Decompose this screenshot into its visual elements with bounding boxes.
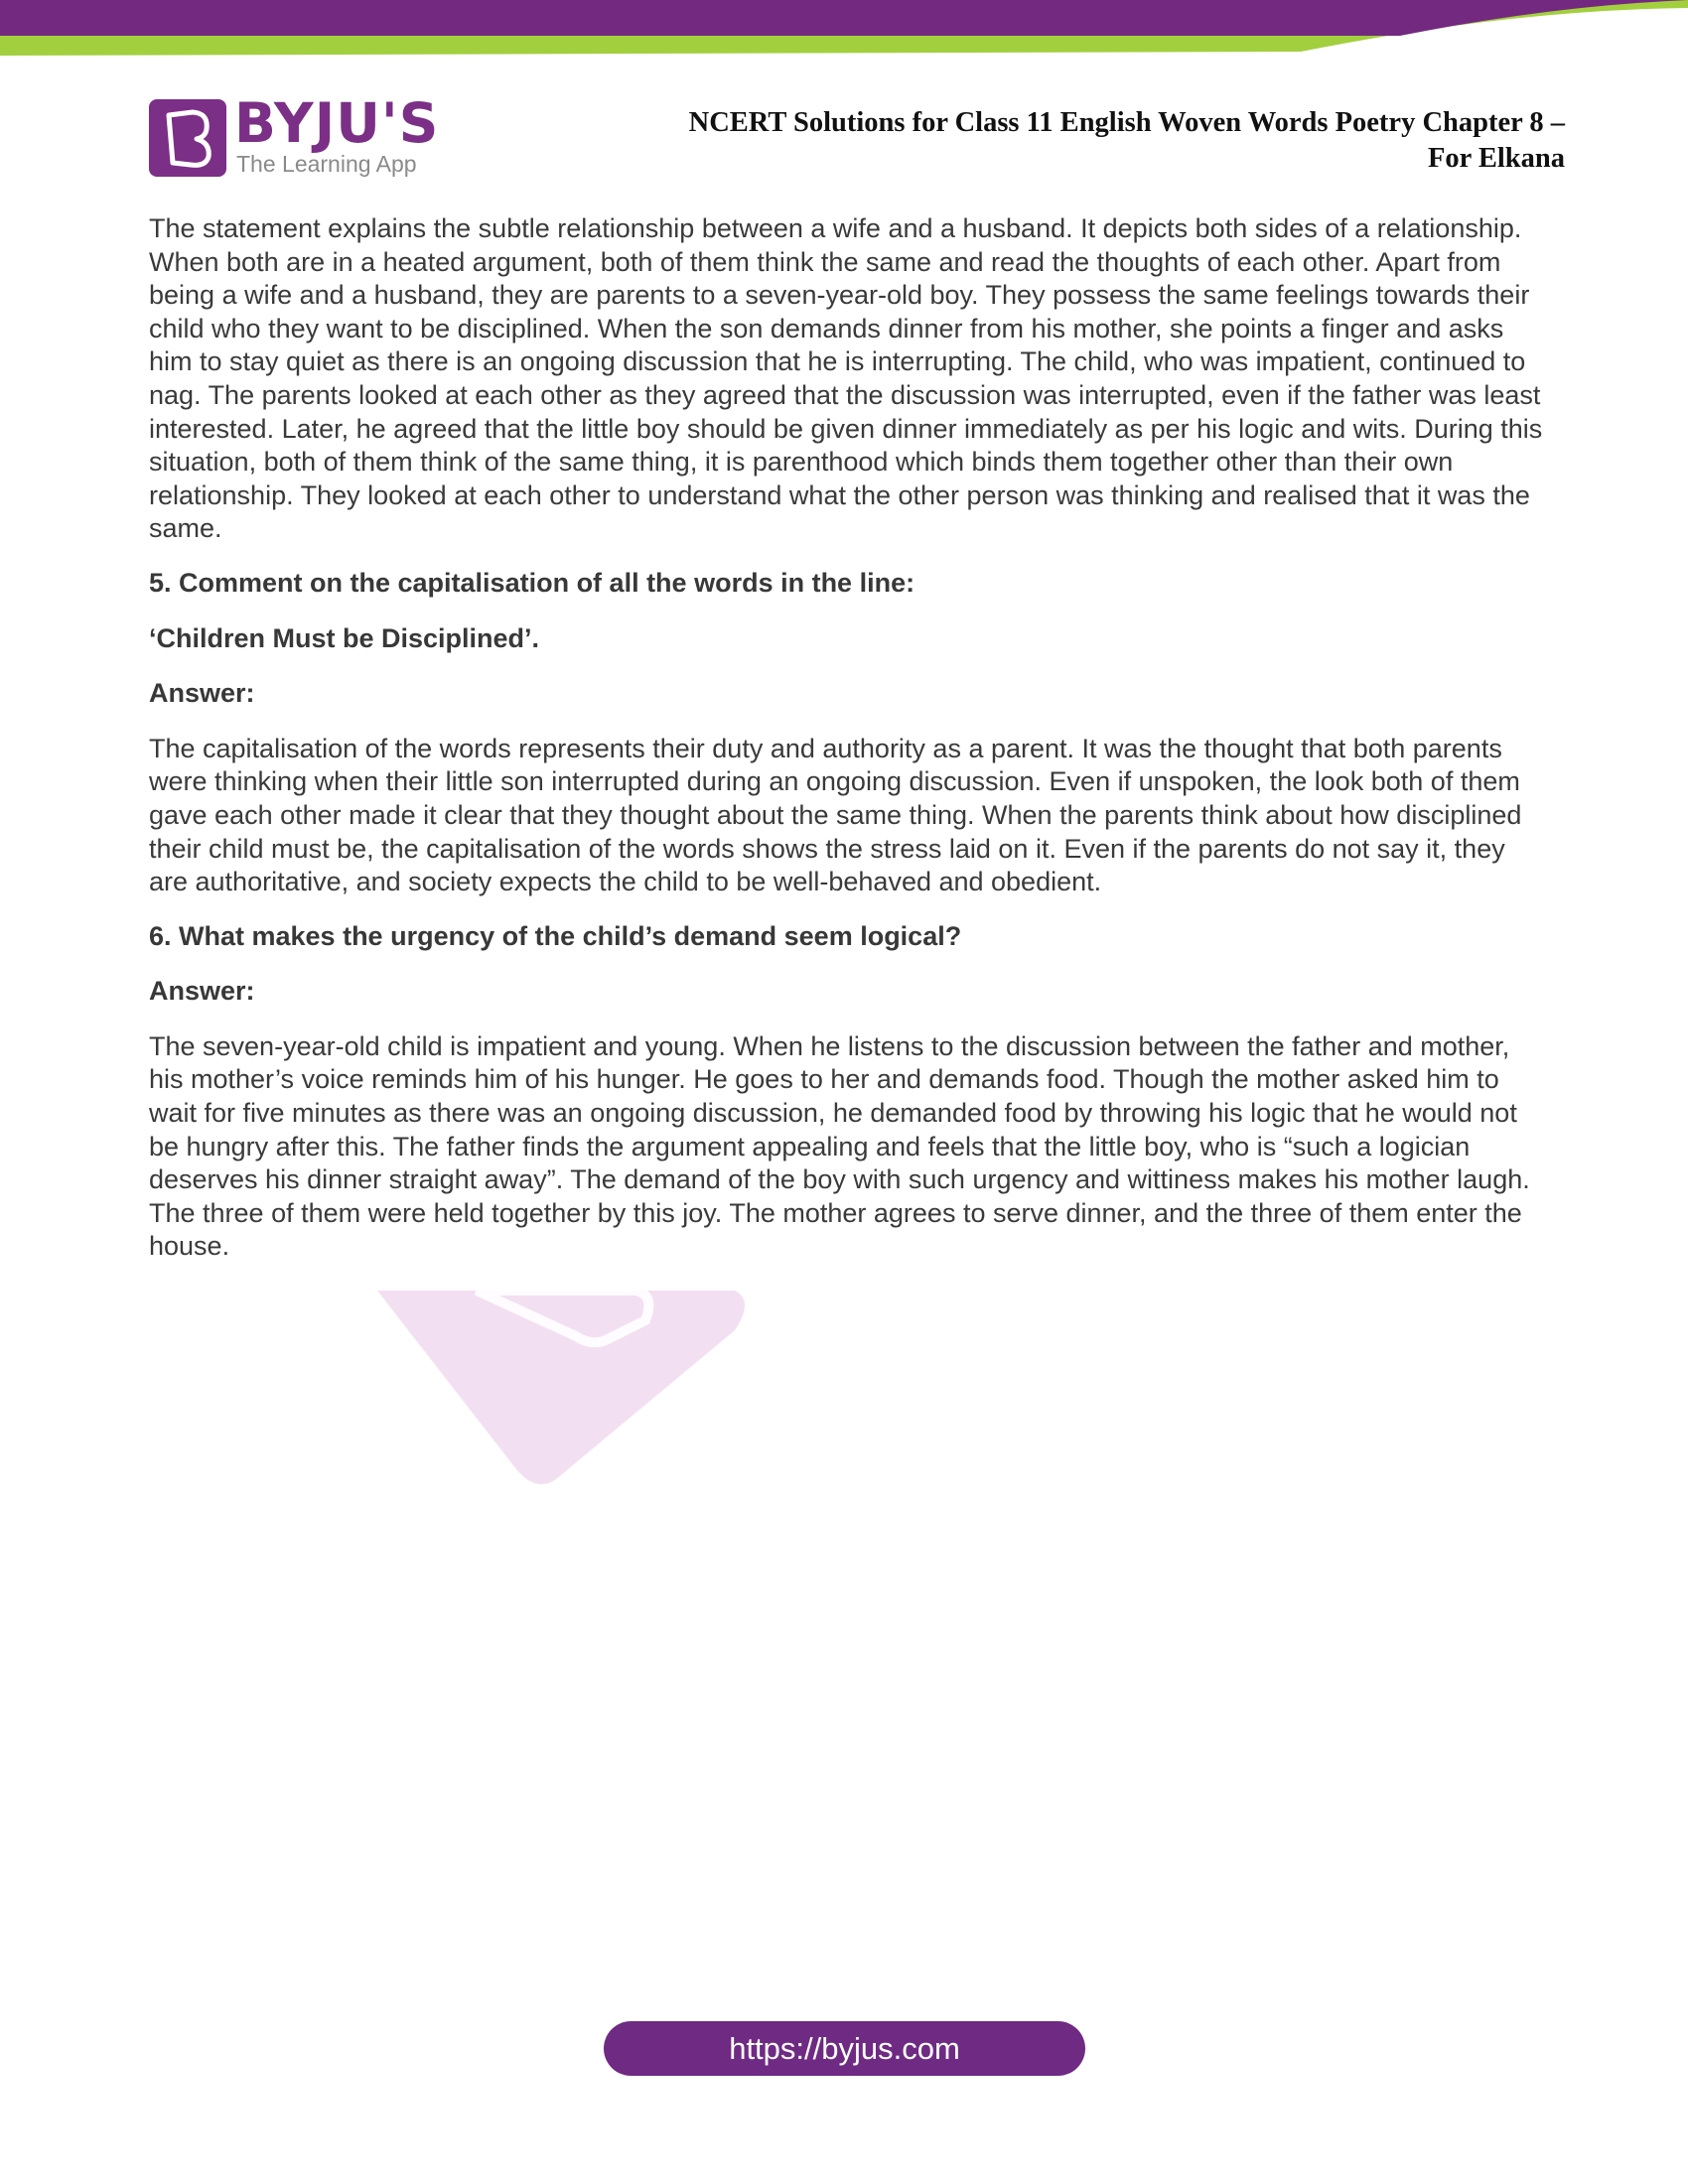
- question-5: 5. Comment on the capitalisation of all the words in the line:: [149, 567, 915, 598]
- byjus-logo: [149, 91, 440, 181]
- answer-6-text: The seven-year-old child is impatient and young. When he listens to the discussion between the father and mother, his mother’s voice reminds him of his hunger. He goes to her and demands food. Though the mother asked him to wait for five minutes as there was an ongoing discussion, he demanded food by throwing his logic that he would not be hungry after this. The father finds the argument appealing and feels that the little boy, who is “such a logician deserves his dinner straight away”. The demand of the boy with such urgency and wittiness makes his mother laugh. The three of them were held together by this joy. The mother agrees to serve dinner, and the three of them enter the house.: [149, 1030, 1530, 1262]
- question-6: 6. What makes the urgency of the child’s demand seem logical?: [149, 920, 962, 951]
- question-5-quote: ‘Children Must be Disciplined’.: [149, 622, 540, 653]
- document-body: [149, 212, 1551, 1285]
- byjus-logo-icon: [149, 99, 226, 177]
- top-decorative-band: [0, 0, 1688, 60]
- byjus-watermark-icon: [377, 1261, 755, 1489]
- answer-5-label: Answer:: [149, 678, 255, 709]
- logo-tagline: The Learning App: [236, 151, 417, 177]
- header-title-line-2: For Elkana: [1427, 143, 1565, 174]
- footer-url-link[interactable]: https://byjus.com: [604, 2021, 1085, 2076]
- document-header-title: [572, 105, 1565, 177]
- paragraph-relationship: The statement explains the subtle relationship between a wife and a husband. It depicts both sides of a relationship. When both are in a heated argument, both of them think the same and read the thoughts of each other. Apart from being a wife and a husband, they are parents to a seven-year-old boy. They possess the same feelings towards their child who they want to be disciplined. When the son demands dinner from his mother, she points a finger and asks him to stay quiet as there is an ongoing discussion that he is interrupting. The child, who was impatient, continued to nag. The parents looked at each other as they agreed that the discussion was interrupted, even if the father was least interested. Later, he agreed that the little boy should be given dinner immediately as per his logic and wits. During this situation, both of them think of the same thing, it is parenthood which binds them together other than their own relationship. They looked at each other to understand what the other person was thinking and realised that it was the same.: [149, 213, 1543, 544]
- answer-5-text: The capitalisation of the words represents their duty and authority as a parent. It was the thought that both parents were thinking when their little son interrupted during an ongoing discussion. Even if unspoken, the look both of them gave each other made it clear that they thought about the same thing. When the parents think about how disciplined their child must be, the capitalisation of the words shows the stress laid on it. Even if the parents do not say it, they are authoritative, and society expects the child to be well-behaved and obedient.: [149, 733, 1522, 897]
- answer-6-label: Answer:: [149, 976, 255, 1007]
- logo-wordmark: BYJU'S: [234, 91, 440, 155]
- header-title-line-1: NCERT Solutions for Class 11 English Woven Words Poetry Chapter 8 –: [688, 107, 1565, 138]
